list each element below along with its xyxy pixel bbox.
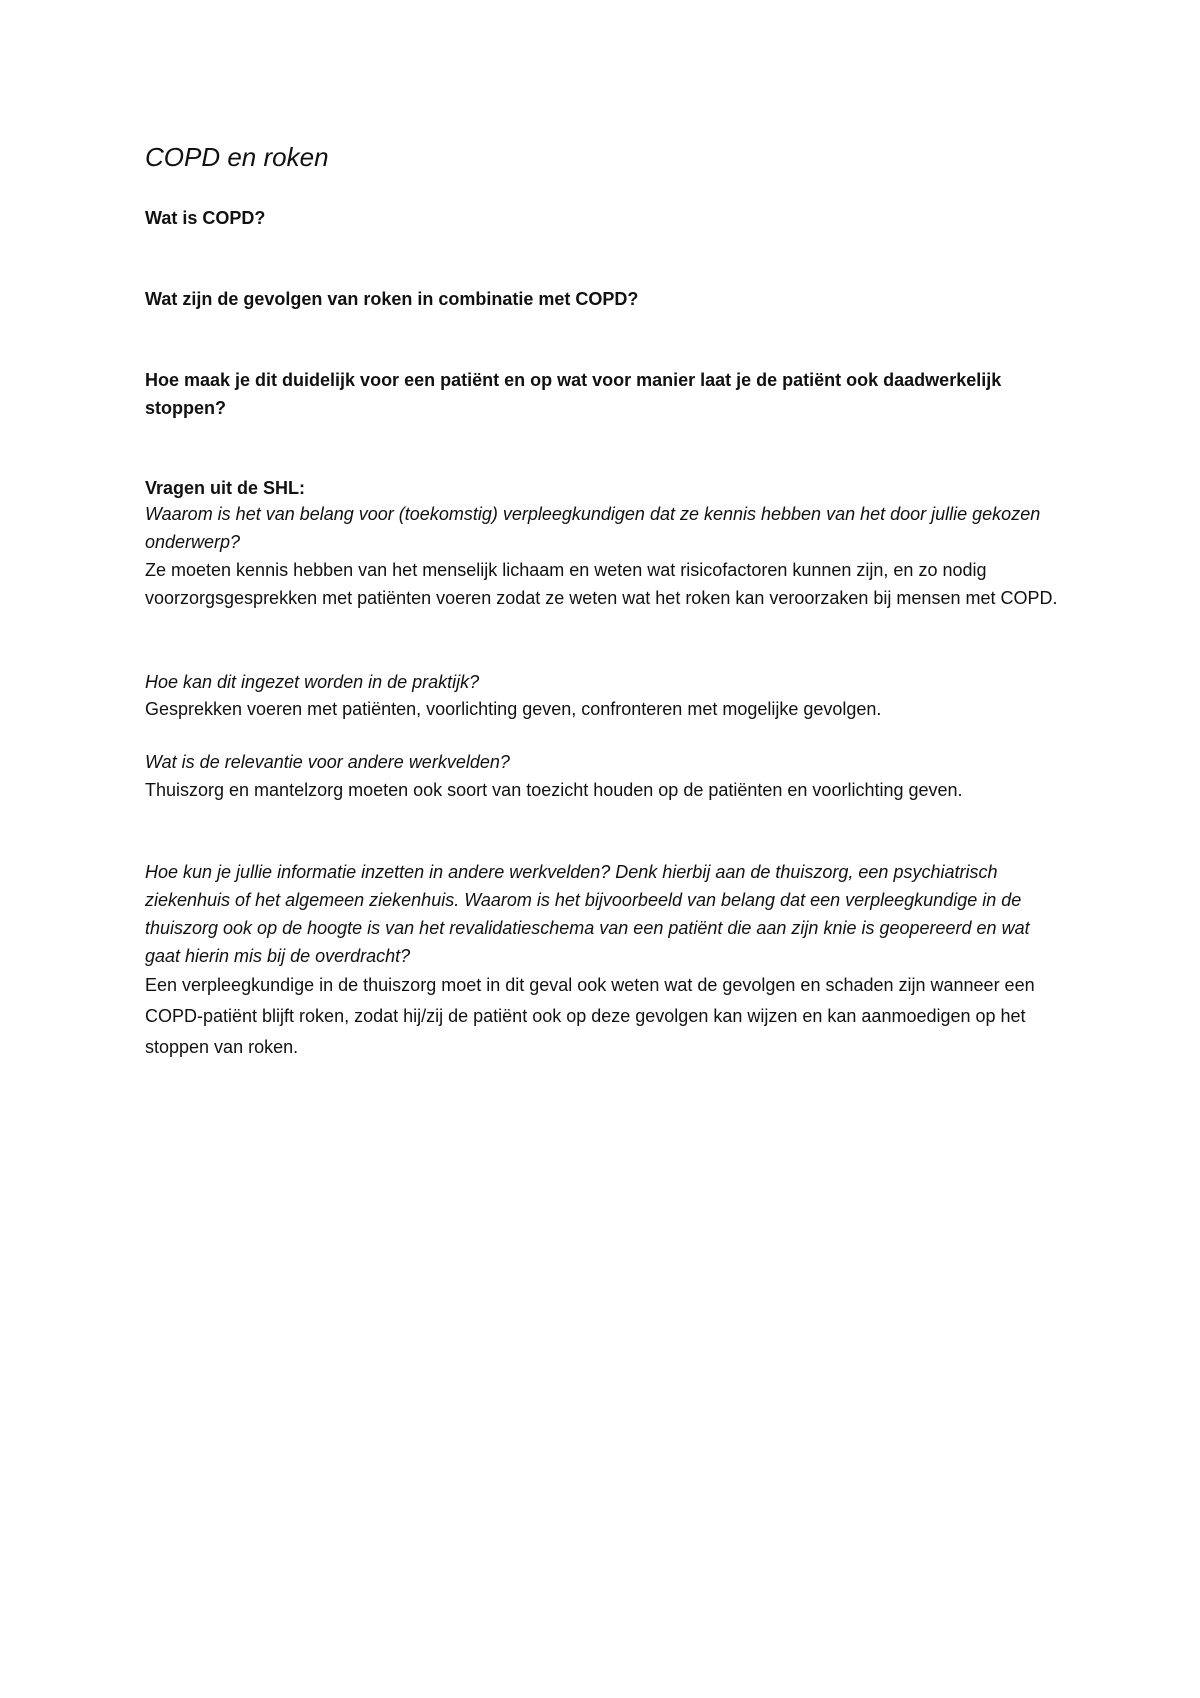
shl-answer-4: Een verpleegkundige in de thuiszorg moet in dit geval ook weten wat de gevolgen en schaden zijn wanneer een COPD-patiënt blijft roken, zodat hij/zij de patiënt ook op deze gevolgen kan wijzen en kan aanmoedigen op het stoppen van roken. — [145, 975, 1035, 1057]
question-what-is-copd: Wat is COPD? — [145, 208, 266, 228]
question-explain-patient: Hoe maak je dit duidelijk voor een patiënt en op wat voor manier laat je de patiënt ook daadwerkelijk stoppen? — [145, 370, 1002, 418]
shl-answer-2: Gesprekken voeren met patiënten, voorlichting geven, confronteren met mogelijke gevolgen. — [145, 699, 882, 719]
shl-question-2: Hoe kan dit ingezet worden in de praktijk? — [145, 672, 480, 692]
shl-question-1: Waarom is het van belang voor (toekomstig) verpleegkundigen dat ze kennis hebben van het door jullie gekozen onderwerp? — [145, 504, 1041, 552]
shl-heading: Vragen uit de SHL: — [145, 478, 306, 498]
shl-question-4: Hoe kun je jullie informatie inzetten in andere werkvelden? Denk hierbij aan de thuiszorg, een psychiatrisch ziekenhuis of het algemeen ziekenhuis. Waarom is het bijvoorbeeld van belang dat een verpleegkundige in de thuiszorg ook op de hoogte is van het revalidatieschema van een patiënt die aan zijn knie is geopereerd en wat gaat hierin mis bij de overdracht? — [145, 862, 1030, 966]
document-title: COPD en roken — [145, 142, 329, 172]
shl-question-3: Wat is de relevantie voor andere werkvelden? — [145, 752, 510, 772]
shl-answer-1: Ze moeten kennis hebben van het menselijk lichaam en weten wat risicofactoren kunnen zijn, en zo nodig voorzorgsgesprekken met patiënten voeren zodat ze weten wat het roken kan veroorzaken bij mensen met COPD. — [145, 560, 1058, 608]
shl-answer-3: Thuiszorg en mantelzorg moeten ook soort van toezicht houden op de patiënten en voorlichting geven. — [145, 780, 963, 800]
question-consequences: Wat zijn de gevolgen van roken in combinatie met COPD? — [145, 289, 639, 309]
